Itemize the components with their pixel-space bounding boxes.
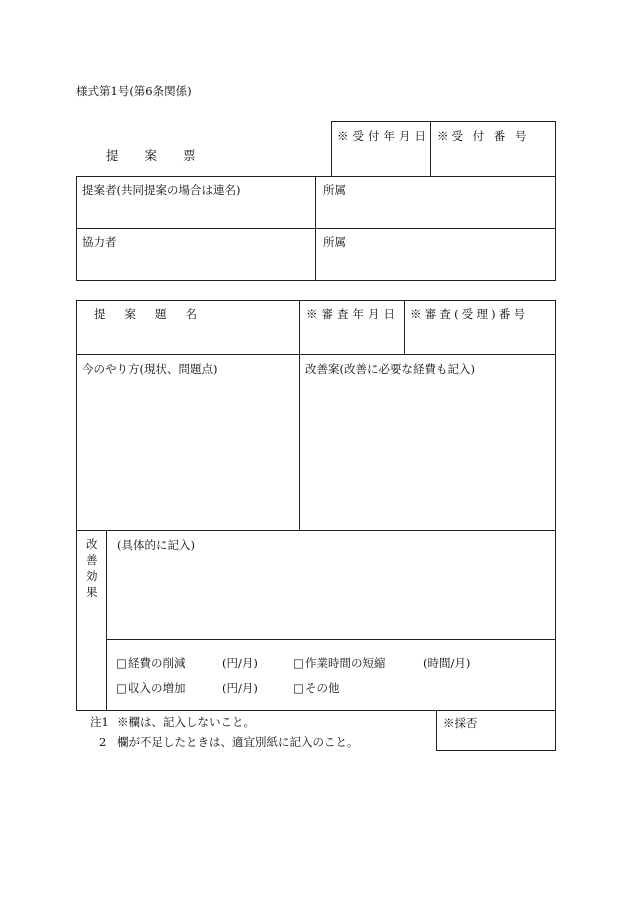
current-method-field[interactable]	[77, 355, 299, 529]
note-number: 2	[99, 735, 107, 749]
option-label: その他	[305, 681, 340, 695]
checkbox-icon[interactable]: □	[116, 681, 127, 695]
option-label: 収入の増加	[128, 681, 186, 695]
form-caption: 様式第1号(第6条関係)	[76, 84, 192, 98]
checkbox-icon[interactable]: □	[293, 681, 304, 695]
proposal-title-field[interactable]	[77, 326, 298, 353]
option-unit: (円/月)	[222, 656, 258, 670]
adoption-cell[interactable]	[436, 710, 556, 751]
cooperator-name-field[interactable]	[77, 250, 314, 280]
received-number-cell	[430, 121, 556, 177]
cooperator-affiliation-field[interactable]	[316, 229, 555, 280]
review-number-label: ※審査(受理)番号	[410, 307, 529, 321]
effect-details-field[interactable]	[107, 531, 555, 638]
cooperator-affiliation-label: 所属	[323, 235, 346, 249]
proposer-label: 提案者(共同提案の場合は連名)	[82, 183, 241, 197]
option-label: 経費の削減	[128, 656, 186, 670]
note-text: 欄が不足したときは、適宜別紙に記入のこと。	[117, 735, 359, 749]
proposer-affiliation-field[interactable]	[316, 177, 555, 227]
proposer-name-field[interactable]	[77, 198, 314, 227]
improvement-field[interactable]	[300, 355, 555, 529]
note-text: ※欄は、記入しないこと。	[117, 715, 255, 729]
checkbox-icon[interactable]: □	[116, 656, 127, 670]
option-revenue-increase[interactable]	[116, 683, 276, 699]
option-time-reduction[interactable]	[293, 658, 493, 674]
option-other[interactable]	[293, 683, 393, 699]
adoption-label: ※採否	[443, 716, 478, 730]
effect-side-char: 果	[86, 585, 98, 599]
divider	[404, 300, 405, 354]
review-date-label: ※審査年月日	[306, 307, 399, 321]
option-label: 作業時間の短縮	[305, 656, 386, 670]
note-number: 注1	[90, 715, 109, 729]
improvement-label: 改善案(改善に必要な経費も記入)	[305, 362, 475, 376]
divider	[106, 639, 556, 640]
effect-side-char: 効	[86, 569, 98, 583]
effect-side-label	[77, 531, 106, 710]
cooperator-label: 協力者	[82, 235, 117, 249]
received-date-label: ※受付年月日	[337, 129, 430, 143]
option-unit: (時間/月)	[423, 656, 471, 670]
proposer-affiliation-label: 所属	[323, 183, 346, 197]
effect-details-label: (具体的に記入)	[117, 538, 195, 552]
checkbox-icon[interactable]: □	[293, 656, 304, 670]
effect-side-char: 改	[86, 537, 98, 551]
form-title: 提案票	[106, 148, 222, 163]
option-cost-reduction[interactable]	[116, 658, 276, 674]
proposal-title-label: 提案題名	[94, 307, 216, 321]
option-unit: (円/月)	[222, 681, 258, 695]
received-date-cell	[331, 121, 431, 177]
current-method-label: 今のやり方(現状、問題点)	[82, 362, 218, 376]
received-number-label: ※受 付 番 号	[437, 129, 530, 143]
effect-side-char: 善	[86, 553, 98, 567]
